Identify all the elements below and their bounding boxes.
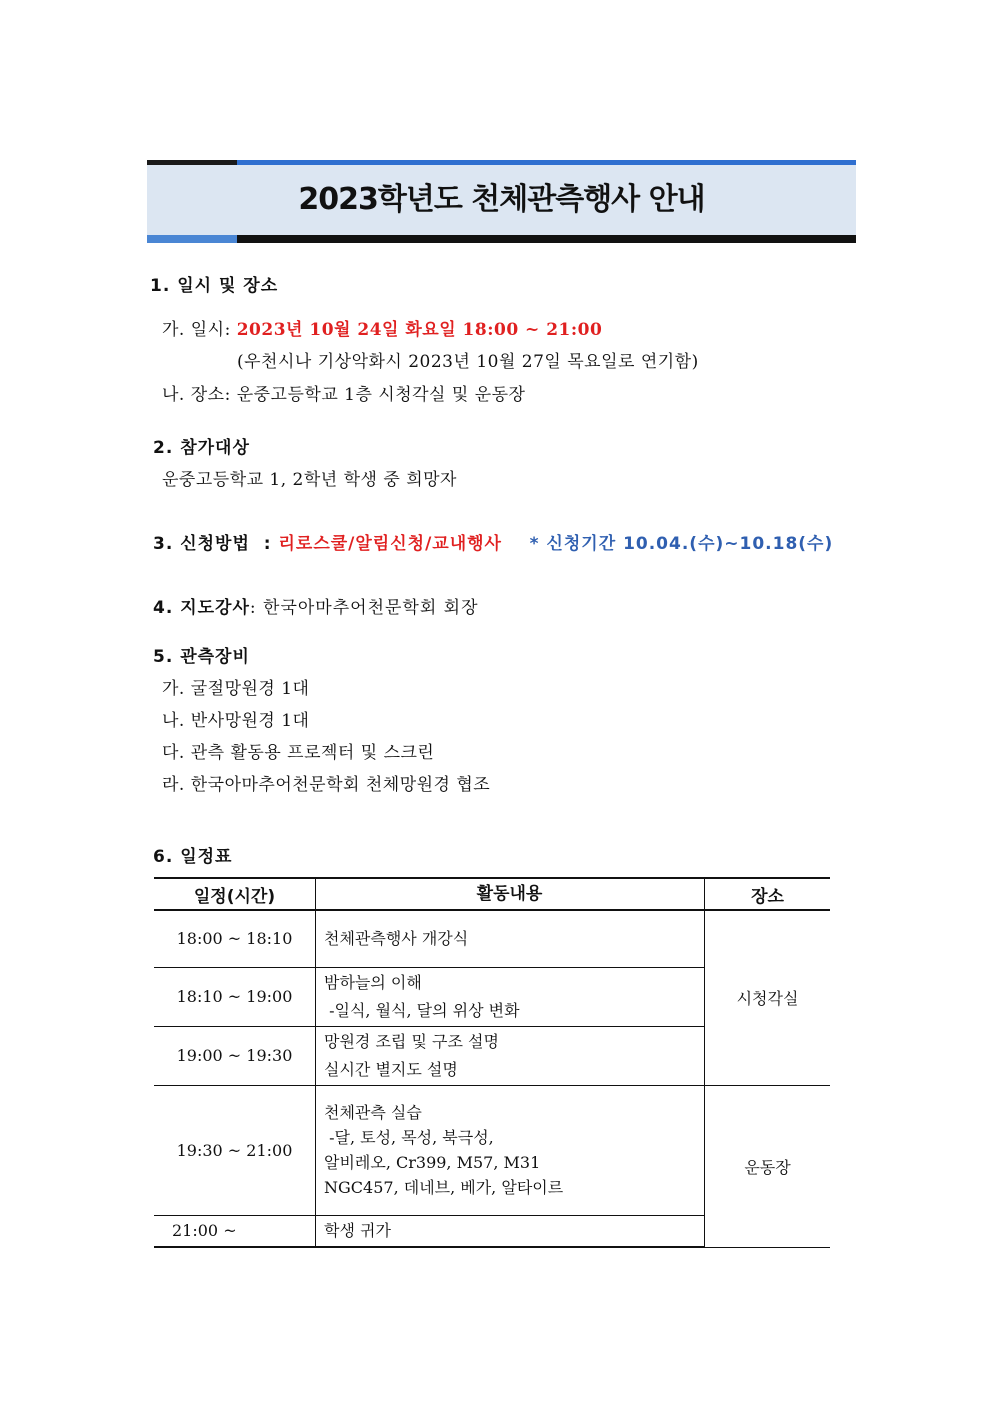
activity-line: 실시간 별지도 설명: [324, 1059, 458, 1079]
section-6-heading: 6. 일정표: [153, 847, 233, 867]
row-activity: [316, 910, 705, 967]
header-place: 장소: [705, 878, 831, 910]
activity-line: 천체관측 실습: [324, 1103, 422, 1122]
apply-method: 리로스쿨/알림신청/교내행사: [278, 534, 502, 554]
title-banner: [147, 160, 856, 243]
table-row: [154, 1085, 830, 1215]
activity-line: -달, 토성, 목성, 북극성,: [324, 1128, 494, 1147]
date-value: 2023년 10월 24일 화요일 18:00 ~ 21:00: [236, 320, 603, 340]
row-activity: [316, 1026, 705, 1085]
row-activity: [316, 1215, 705, 1247]
section-3-heading: 3. 신청방법: [153, 534, 250, 554]
section-4-heading: 4. 지도강사: [153, 598, 250, 618]
section-5-heading: 5. 관측장비: [153, 647, 250, 667]
activity-line: 학생 귀가: [324, 1220, 391, 1240]
row-time: 21:00 ~: [154, 1215, 316, 1247]
activity-line: NGC457, 데네브, 베가, 알타이르: [324, 1178, 564, 1197]
section-2-heading: 2. 참가대상: [153, 438, 250, 458]
activity-line: -일식, 월식, 달의 위상 변화: [324, 1000, 520, 1020]
title-bottom-rule: [147, 235, 856, 243]
section-3-line: [153, 529, 833, 554]
schedule-header-row: [154, 878, 830, 910]
header-time: 일정(시간): [154, 878, 316, 910]
date-label: 가. 일시:: [162, 320, 237, 340]
section-1-heading: 1. 일시 및 장소: [150, 276, 279, 296]
row-time: 19:00 ~ 19:30: [154, 1026, 316, 1085]
activity-line: 밤하늘의 이해: [324, 972, 422, 992]
schedule-table: [154, 877, 830, 1248]
activity-line: 망원경 조립 및 구조 설명: [324, 1031, 499, 1051]
date-line: [162, 315, 602, 340]
place-cell: 시청각실: [705, 910, 831, 1085]
header-activity: 활동내용: [316, 878, 705, 910]
place-cell: 운동장: [705, 1085, 831, 1247]
row-time: 18:00 ~ 18:10: [154, 910, 316, 967]
equipment-item: 가. 굴절망원경 1대: [162, 679, 310, 699]
equipment-item: 라. 한국아마추어천문학회 천체망원경 협조: [162, 775, 491, 795]
row-activity: [316, 967, 705, 1026]
activity-line: 알비레오, Cr399, M57, M31: [324, 1153, 541, 1172]
target-text: 운중고등학교 1, 2학년 학생 중 희망자: [162, 470, 457, 490]
table-row: [154, 910, 830, 967]
apply-period: * 신청기간 10.04.(수)~10.18(수): [529, 534, 834, 554]
equipment-item: 다. 관측 활동용 프로젝터 및 스크린: [162, 743, 435, 763]
instructor-text: : 한국아마추어천문학회 회장: [249, 598, 479, 618]
section-3-colon: :: [263, 534, 272, 554]
equipment-item: 나. 반사망원경 1대: [162, 711, 310, 731]
place-line: 나. 장소: 운중고등학교 1층 시청각실 및 운동장: [162, 385, 526, 405]
row-activity: [316, 1085, 705, 1215]
row-time: 19:30 ~ 21:00: [154, 1085, 316, 1215]
date-note: (우천시나 기상악화시 2023년 10월 27일 목요일로 연기함): [237, 352, 699, 372]
activity-line: 천체관측행사 개강식: [324, 928, 469, 948]
section-4-line: [153, 593, 479, 618]
row-time: 18:10 ~ 19:00: [154, 967, 316, 1026]
page-title: 2023학년도 천체관측행사 안내: [298, 182, 705, 217]
